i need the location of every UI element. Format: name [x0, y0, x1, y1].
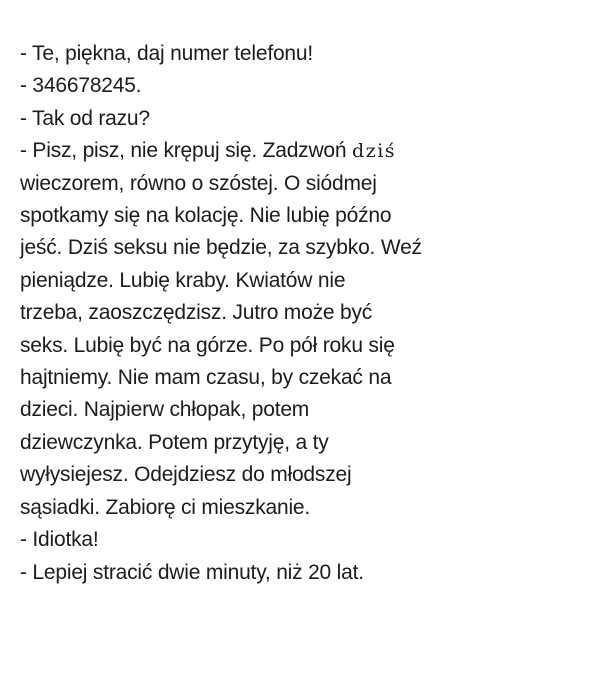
dialogue-line: trzeba, zaoszczędzisz. Jutro może być	[20, 301, 373, 325]
dialogue-line: jeść. Dziś seksu nie będzie, za szybko. Weź	[20, 236, 422, 260]
dialogue-line: spotkamy się na kolację. Nie lubię późno	[20, 204, 392, 228]
dialogue-line: wieczorem, równo o szóstej. O siódmej	[20, 171, 377, 195]
dialogue-line: - Idiotka!	[20, 528, 99, 552]
dialogue-line: - Tak od razu?	[20, 106, 150, 130]
dialogue-line: sąsiadki. Zabiorę ci mieszkanie.	[20, 495, 311, 519]
dialogue-text	[20, 38, 580, 589]
dialogue-line: - Te, piękna, daj numer telefonu!	[20, 42, 314, 65]
dialogue-line	[20, 135, 580, 167]
dialogue-line: pieniądze. Lubię kraby. Kwiatów nie	[20, 268, 346, 292]
dialogue-line-part: - Pisz, pisz, nie krępuj się. Zadzwoń	[20, 139, 347, 163]
dialogue-line: wyłysiejesz. Odejdziesz do młodszej	[20, 463, 352, 487]
dialogue-line: - Lepiej stracić dwie minuty, niż 20 lat.	[20, 560, 364, 584]
dialogue-line: dziewczynka. Potem przytyję, a ty	[20, 430, 329, 454]
dialogue-line: hajtniemy. Nie mam czasu, by czekać na	[20, 366, 392, 390]
dialogue-line: seks. Lubię być na górze. Po pół roku się	[20, 333, 395, 357]
dialogue-line: dzieci. Najpierw chłopak, potem	[20, 398, 310, 422]
dialogue-line-part: dziś	[352, 140, 397, 163]
dialogue-line: - 346678245.	[20, 74, 142, 98]
